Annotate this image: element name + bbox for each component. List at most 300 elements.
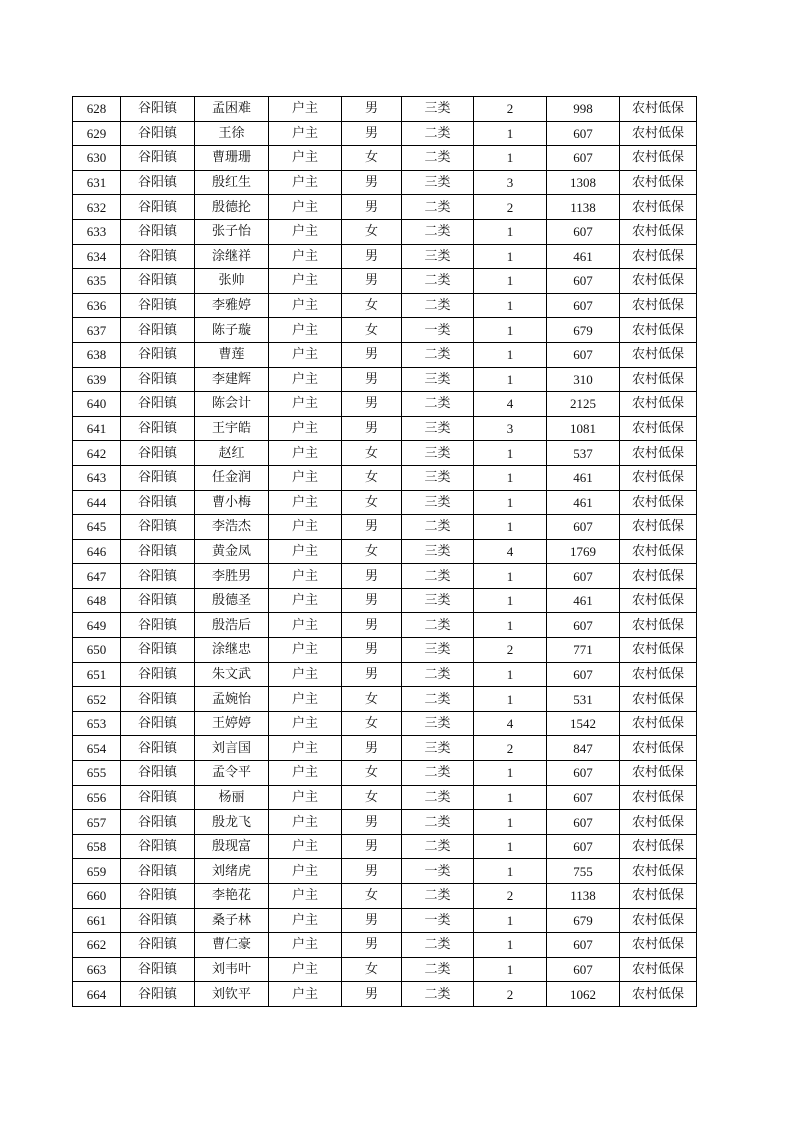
aid-type-cell: 农村低保 xyxy=(620,515,697,540)
amount-cell: 847 xyxy=(547,736,620,761)
table-row xyxy=(73,711,697,736)
table-row xyxy=(73,785,697,810)
household-size-cell: 1 xyxy=(474,318,547,343)
serial-number-cell: 662 xyxy=(73,933,121,958)
town-cell: 谷阳镇 xyxy=(121,687,195,712)
table-row xyxy=(73,342,697,367)
aid-type-cell: 农村低保 xyxy=(620,219,697,244)
town-cell: 谷阳镇 xyxy=(121,957,195,982)
town-cell: 谷阳镇 xyxy=(121,342,195,367)
town-cell: 谷阳镇 xyxy=(121,982,195,1007)
name-cell: 李浩杰 xyxy=(195,515,269,540)
amount-cell: 461 xyxy=(547,588,620,613)
town-cell: 谷阳镇 xyxy=(121,884,195,909)
amount-cell: 607 xyxy=(547,342,620,367)
category-cell: 二类 xyxy=(402,810,474,835)
aid-type-cell: 农村低保 xyxy=(620,736,697,761)
gender-cell: 女 xyxy=(342,318,402,343)
category-cell: 三类 xyxy=(402,638,474,663)
serial-number-cell: 637 xyxy=(73,318,121,343)
household-size-cell: 4 xyxy=(474,539,547,564)
table-row xyxy=(73,392,697,417)
category-cell: 三类 xyxy=(402,539,474,564)
relation-cell: 户主 xyxy=(269,195,342,220)
serial-number-cell: 653 xyxy=(73,711,121,736)
household-size-cell: 2 xyxy=(474,982,547,1007)
table-row xyxy=(73,957,697,982)
amount-cell: 607 xyxy=(547,613,620,638)
category-cell: 二类 xyxy=(402,982,474,1007)
household-size-cell: 1 xyxy=(474,244,547,269)
table-row xyxy=(73,465,697,490)
table-row xyxy=(73,293,697,318)
table-row xyxy=(73,367,697,392)
household-size-cell: 1 xyxy=(474,933,547,958)
aid-type-cell: 农村低保 xyxy=(620,711,697,736)
relation-cell: 户主 xyxy=(269,416,342,441)
category-cell: 二类 xyxy=(402,293,474,318)
serial-number-cell: 628 xyxy=(73,97,121,122)
table-row xyxy=(73,146,697,171)
relation-cell: 户主 xyxy=(269,761,342,786)
amount-cell: 679 xyxy=(547,318,620,343)
household-size-cell: 3 xyxy=(474,170,547,195)
category-cell: 二类 xyxy=(402,121,474,146)
name-cell: 刘韦叶 xyxy=(195,957,269,982)
aid-type-cell: 农村低保 xyxy=(620,884,697,909)
serial-number-cell: 643 xyxy=(73,465,121,490)
aid-type-cell: 农村低保 xyxy=(620,908,697,933)
name-cell: 曹仁豪 xyxy=(195,933,269,958)
aid-type-cell: 农村低保 xyxy=(620,810,697,835)
gender-cell: 男 xyxy=(342,121,402,146)
name-cell: 杨丽 xyxy=(195,785,269,810)
amount-cell: 607 xyxy=(547,515,620,540)
name-cell: 任金润 xyxy=(195,465,269,490)
serial-number-cell: 632 xyxy=(73,195,121,220)
gender-cell: 男 xyxy=(342,982,402,1007)
gender-cell: 女 xyxy=(342,146,402,171)
relation-cell: 户主 xyxy=(269,97,342,122)
town-cell: 谷阳镇 xyxy=(121,416,195,441)
gender-cell: 男 xyxy=(342,736,402,761)
household-size-cell: 1 xyxy=(474,957,547,982)
household-size-cell: 1 xyxy=(474,810,547,835)
name-cell: 刘钦平 xyxy=(195,982,269,1007)
aid-type-cell: 农村低保 xyxy=(620,957,697,982)
table-row xyxy=(73,613,697,638)
serial-number-cell: 631 xyxy=(73,170,121,195)
category-cell: 三类 xyxy=(402,465,474,490)
relation-cell: 户主 xyxy=(269,711,342,736)
town-cell: 谷阳镇 xyxy=(121,662,195,687)
serial-number-cell: 652 xyxy=(73,687,121,712)
table-row xyxy=(73,219,697,244)
name-cell: 李建辉 xyxy=(195,367,269,392)
serial-number-cell: 638 xyxy=(73,342,121,367)
amount-cell: 607 xyxy=(547,293,620,318)
serial-number-cell: 635 xyxy=(73,269,121,294)
category-cell: 二类 xyxy=(402,957,474,982)
aid-type-cell: 农村低保 xyxy=(620,859,697,884)
gender-cell: 男 xyxy=(342,613,402,638)
gender-cell: 女 xyxy=(342,884,402,909)
relation-cell: 户主 xyxy=(269,367,342,392)
name-cell: 殷德圣 xyxy=(195,588,269,613)
table-row xyxy=(73,564,697,589)
aid-type-cell: 农村低保 xyxy=(620,318,697,343)
relation-cell: 户主 xyxy=(269,884,342,909)
name-cell: 桑子林 xyxy=(195,908,269,933)
gender-cell: 男 xyxy=(342,588,402,613)
table-row xyxy=(73,97,697,122)
table-row xyxy=(73,638,697,663)
relation-cell: 户主 xyxy=(269,785,342,810)
table-row xyxy=(73,441,697,466)
town-cell: 谷阳镇 xyxy=(121,195,195,220)
household-size-cell: 1 xyxy=(474,490,547,515)
amount-cell: 461 xyxy=(547,244,620,269)
aid-type-cell: 农村低保 xyxy=(620,416,697,441)
town-cell: 谷阳镇 xyxy=(121,244,195,269)
gender-cell: 男 xyxy=(342,244,402,269)
gender-cell: 男 xyxy=(342,170,402,195)
relief-roster-table xyxy=(72,96,697,1007)
serial-number-cell: 659 xyxy=(73,859,121,884)
aid-type-cell: 农村低保 xyxy=(620,170,697,195)
town-cell: 谷阳镇 xyxy=(121,638,195,663)
gender-cell: 女 xyxy=(342,490,402,515)
town-cell: 谷阳镇 xyxy=(121,761,195,786)
amount-cell: 607 xyxy=(547,269,620,294)
category-cell: 二类 xyxy=(402,662,474,687)
name-cell: 赵红 xyxy=(195,441,269,466)
aid-type-cell: 农村低保 xyxy=(620,662,697,687)
name-cell: 刘绪虎 xyxy=(195,859,269,884)
relation-cell: 户主 xyxy=(269,810,342,835)
name-cell: 孟令平 xyxy=(195,761,269,786)
name-cell: 殷浩后 xyxy=(195,613,269,638)
name-cell: 陈子璇 xyxy=(195,318,269,343)
aid-type-cell: 农村低保 xyxy=(620,588,697,613)
household-size-cell: 1 xyxy=(474,834,547,859)
serial-number-cell: 639 xyxy=(73,367,121,392)
table-row xyxy=(73,195,697,220)
aid-type-cell: 农村低保 xyxy=(620,834,697,859)
aid-type-cell: 农村低保 xyxy=(620,785,697,810)
serial-number-cell: 646 xyxy=(73,539,121,564)
category-cell: 三类 xyxy=(402,416,474,441)
table-row xyxy=(73,515,697,540)
amount-cell: 537 xyxy=(547,441,620,466)
relation-cell: 户主 xyxy=(269,269,342,294)
household-size-cell: 1 xyxy=(474,293,547,318)
town-cell: 谷阳镇 xyxy=(121,121,195,146)
household-size-cell: 1 xyxy=(474,588,547,613)
relation-cell: 户主 xyxy=(269,219,342,244)
category-cell: 三类 xyxy=(402,441,474,466)
town-cell: 谷阳镇 xyxy=(121,392,195,417)
name-cell: 张帅 xyxy=(195,269,269,294)
relation-cell: 户主 xyxy=(269,957,342,982)
name-cell: 殷德抡 xyxy=(195,195,269,220)
household-size-cell: 1 xyxy=(474,908,547,933)
amount-cell: 607 xyxy=(547,785,620,810)
town-cell: 谷阳镇 xyxy=(121,711,195,736)
gender-cell: 男 xyxy=(342,933,402,958)
category-cell: 一类 xyxy=(402,859,474,884)
aid-type-cell: 农村低保 xyxy=(620,195,697,220)
aid-type-cell: 农村低保 xyxy=(620,269,697,294)
serial-number-cell: 644 xyxy=(73,490,121,515)
aid-type-cell: 农村低保 xyxy=(620,539,697,564)
category-cell: 二类 xyxy=(402,342,474,367)
relation-cell: 户主 xyxy=(269,613,342,638)
gender-cell: 男 xyxy=(342,859,402,884)
category-cell: 三类 xyxy=(402,244,474,269)
relation-cell: 户主 xyxy=(269,121,342,146)
household-size-cell: 1 xyxy=(474,564,547,589)
aid-type-cell: 农村低保 xyxy=(620,687,697,712)
town-cell: 谷阳镇 xyxy=(121,515,195,540)
town-cell: 谷阳镇 xyxy=(121,441,195,466)
household-size-cell: 4 xyxy=(474,392,547,417)
town-cell: 谷阳镇 xyxy=(121,97,195,122)
gender-cell: 女 xyxy=(342,219,402,244)
amount-cell: 461 xyxy=(547,465,620,490)
household-size-cell: 1 xyxy=(474,761,547,786)
name-cell: 殷龙飞 xyxy=(195,810,269,835)
gender-cell: 女 xyxy=(342,539,402,564)
table-row xyxy=(73,908,697,933)
category-cell: 二类 xyxy=(402,761,474,786)
amount-cell: 1769 xyxy=(547,539,620,564)
name-cell: 李艳花 xyxy=(195,884,269,909)
category-cell: 二类 xyxy=(402,269,474,294)
town-cell: 谷阳镇 xyxy=(121,269,195,294)
relation-cell: 户主 xyxy=(269,515,342,540)
town-cell: 谷阳镇 xyxy=(121,219,195,244)
amount-cell: 679 xyxy=(547,908,620,933)
serial-number-cell: 663 xyxy=(73,957,121,982)
category-cell: 二类 xyxy=(402,146,474,171)
amount-cell: 607 xyxy=(547,810,620,835)
table-row xyxy=(73,687,697,712)
serial-number-cell: 630 xyxy=(73,146,121,171)
amount-cell: 607 xyxy=(547,761,620,786)
relation-cell: 户主 xyxy=(269,465,342,490)
serial-number-cell: 658 xyxy=(73,834,121,859)
household-size-cell: 1 xyxy=(474,859,547,884)
amount-cell: 461 xyxy=(547,490,620,515)
table-row xyxy=(73,884,697,909)
household-size-cell: 1 xyxy=(474,342,547,367)
household-size-cell: 1 xyxy=(474,219,547,244)
gender-cell: 男 xyxy=(342,564,402,589)
amount-cell: 531 xyxy=(547,687,620,712)
town-cell: 谷阳镇 xyxy=(121,170,195,195)
serial-number-cell: 655 xyxy=(73,761,121,786)
household-size-cell: 1 xyxy=(474,613,547,638)
gender-cell: 男 xyxy=(342,342,402,367)
category-cell: 三类 xyxy=(402,97,474,122)
aid-type-cell: 农村低保 xyxy=(620,367,697,392)
household-size-cell: 1 xyxy=(474,146,547,171)
relation-cell: 户主 xyxy=(269,293,342,318)
name-cell: 曹小梅 xyxy=(195,490,269,515)
serial-number-cell: 660 xyxy=(73,884,121,909)
household-size-cell: 2 xyxy=(474,97,547,122)
household-size-cell: 1 xyxy=(474,465,547,490)
aid-type-cell: 农村低保 xyxy=(620,613,697,638)
amount-cell: 607 xyxy=(547,121,620,146)
relation-cell: 户主 xyxy=(269,933,342,958)
name-cell: 曹珊珊 xyxy=(195,146,269,171)
town-cell: 谷阳镇 xyxy=(121,736,195,761)
town-cell: 谷阳镇 xyxy=(121,490,195,515)
category-cell: 一类 xyxy=(402,908,474,933)
relation-cell: 户主 xyxy=(269,490,342,515)
category-cell: 三类 xyxy=(402,711,474,736)
relation-cell: 户主 xyxy=(269,539,342,564)
relation-cell: 户主 xyxy=(269,834,342,859)
amount-cell: 607 xyxy=(547,564,620,589)
serial-number-cell: 650 xyxy=(73,638,121,663)
relation-cell: 户主 xyxy=(269,638,342,663)
table-row xyxy=(73,736,697,761)
table-row xyxy=(73,539,697,564)
town-cell: 谷阳镇 xyxy=(121,293,195,318)
serial-number-cell: 657 xyxy=(73,810,121,835)
category-cell: 二类 xyxy=(402,687,474,712)
gender-cell: 女 xyxy=(342,761,402,786)
gender-cell: 女 xyxy=(342,687,402,712)
table-row xyxy=(73,859,697,884)
household-size-cell: 1 xyxy=(474,269,547,294)
household-size-cell: 1 xyxy=(474,687,547,712)
gender-cell: 女 xyxy=(342,711,402,736)
aid-type-cell: 农村低保 xyxy=(620,933,697,958)
category-cell: 二类 xyxy=(402,392,474,417)
town-cell: 谷阳镇 xyxy=(121,146,195,171)
relation-cell: 户主 xyxy=(269,662,342,687)
relation-cell: 户主 xyxy=(269,736,342,761)
amount-cell: 1542 xyxy=(547,711,620,736)
aid-type-cell: 农村低保 xyxy=(620,761,697,786)
table-row xyxy=(73,982,697,1007)
amount-cell: 607 xyxy=(547,957,620,982)
serial-number-cell: 656 xyxy=(73,785,121,810)
aid-type-cell: 农村低保 xyxy=(620,121,697,146)
town-cell: 谷阳镇 xyxy=(121,318,195,343)
gender-cell: 男 xyxy=(342,834,402,859)
serial-number-cell: 640 xyxy=(73,392,121,417)
table-row xyxy=(73,810,697,835)
serial-number-cell: 633 xyxy=(73,219,121,244)
amount-cell: 1081 xyxy=(547,416,620,441)
aid-type-cell: 农村低保 xyxy=(620,244,697,269)
serial-number-cell: 661 xyxy=(73,908,121,933)
serial-number-cell: 641 xyxy=(73,416,121,441)
relation-cell: 户主 xyxy=(269,564,342,589)
name-cell: 王徐 xyxy=(195,121,269,146)
aid-type-cell: 农村低保 xyxy=(620,441,697,466)
gender-cell: 女 xyxy=(342,785,402,810)
amount-cell: 755 xyxy=(547,859,620,884)
household-size-cell: 4 xyxy=(474,711,547,736)
serial-number-cell: 634 xyxy=(73,244,121,269)
amount-cell: 1138 xyxy=(547,884,620,909)
relation-cell: 户主 xyxy=(269,342,342,367)
table-row xyxy=(73,588,697,613)
amount-cell: 607 xyxy=(547,219,620,244)
name-cell: 刘言国 xyxy=(195,736,269,761)
gender-cell: 女 xyxy=(342,957,402,982)
aid-type-cell: 农村低保 xyxy=(620,638,697,663)
name-cell: 涂继祥 xyxy=(195,244,269,269)
serial-number-cell: 651 xyxy=(73,662,121,687)
town-cell: 谷阳镇 xyxy=(121,588,195,613)
name-cell: 殷红生 xyxy=(195,170,269,195)
serial-number-cell: 648 xyxy=(73,588,121,613)
gender-cell: 男 xyxy=(342,367,402,392)
amount-cell: 310 xyxy=(547,367,620,392)
amount-cell: 1062 xyxy=(547,982,620,1007)
town-cell: 谷阳镇 xyxy=(121,465,195,490)
serial-number-cell: 649 xyxy=(73,613,121,638)
name-cell: 孟困难 xyxy=(195,97,269,122)
category-cell: 二类 xyxy=(402,195,474,220)
aid-type-cell: 农村低保 xyxy=(620,465,697,490)
relation-cell: 户主 xyxy=(269,170,342,195)
category-cell: 二类 xyxy=(402,613,474,638)
serial-number-cell: 647 xyxy=(73,564,121,589)
relation-cell: 户主 xyxy=(269,146,342,171)
serial-number-cell: 642 xyxy=(73,441,121,466)
town-cell: 谷阳镇 xyxy=(121,539,195,564)
gender-cell: 男 xyxy=(342,638,402,663)
table-row xyxy=(73,416,697,441)
category-cell: 二类 xyxy=(402,785,474,810)
town-cell: 谷阳镇 xyxy=(121,785,195,810)
name-cell: 李雅婷 xyxy=(195,293,269,318)
gender-cell: 女 xyxy=(342,441,402,466)
name-cell: 王宇皓 xyxy=(195,416,269,441)
table-row xyxy=(73,244,697,269)
aid-type-cell: 农村低保 xyxy=(620,293,697,318)
table-body xyxy=(73,97,697,1007)
table-row xyxy=(73,170,697,195)
household-size-cell: 3 xyxy=(474,416,547,441)
category-cell: 二类 xyxy=(402,564,474,589)
household-size-cell: 1 xyxy=(474,441,547,466)
relation-cell: 户主 xyxy=(269,908,342,933)
gender-cell: 男 xyxy=(342,269,402,294)
household-size-cell: 1 xyxy=(474,785,547,810)
amount-cell: 607 xyxy=(547,662,620,687)
serial-number-cell: 654 xyxy=(73,736,121,761)
household-size-cell: 1 xyxy=(474,515,547,540)
serial-number-cell: 664 xyxy=(73,982,121,1007)
table-row xyxy=(73,933,697,958)
name-cell: 张子怡 xyxy=(195,219,269,244)
serial-number-cell: 636 xyxy=(73,293,121,318)
town-cell: 谷阳镇 xyxy=(121,564,195,589)
relation-cell: 户主 xyxy=(269,318,342,343)
household-size-cell: 2 xyxy=(474,884,547,909)
table-row xyxy=(73,834,697,859)
gender-cell: 男 xyxy=(342,392,402,417)
